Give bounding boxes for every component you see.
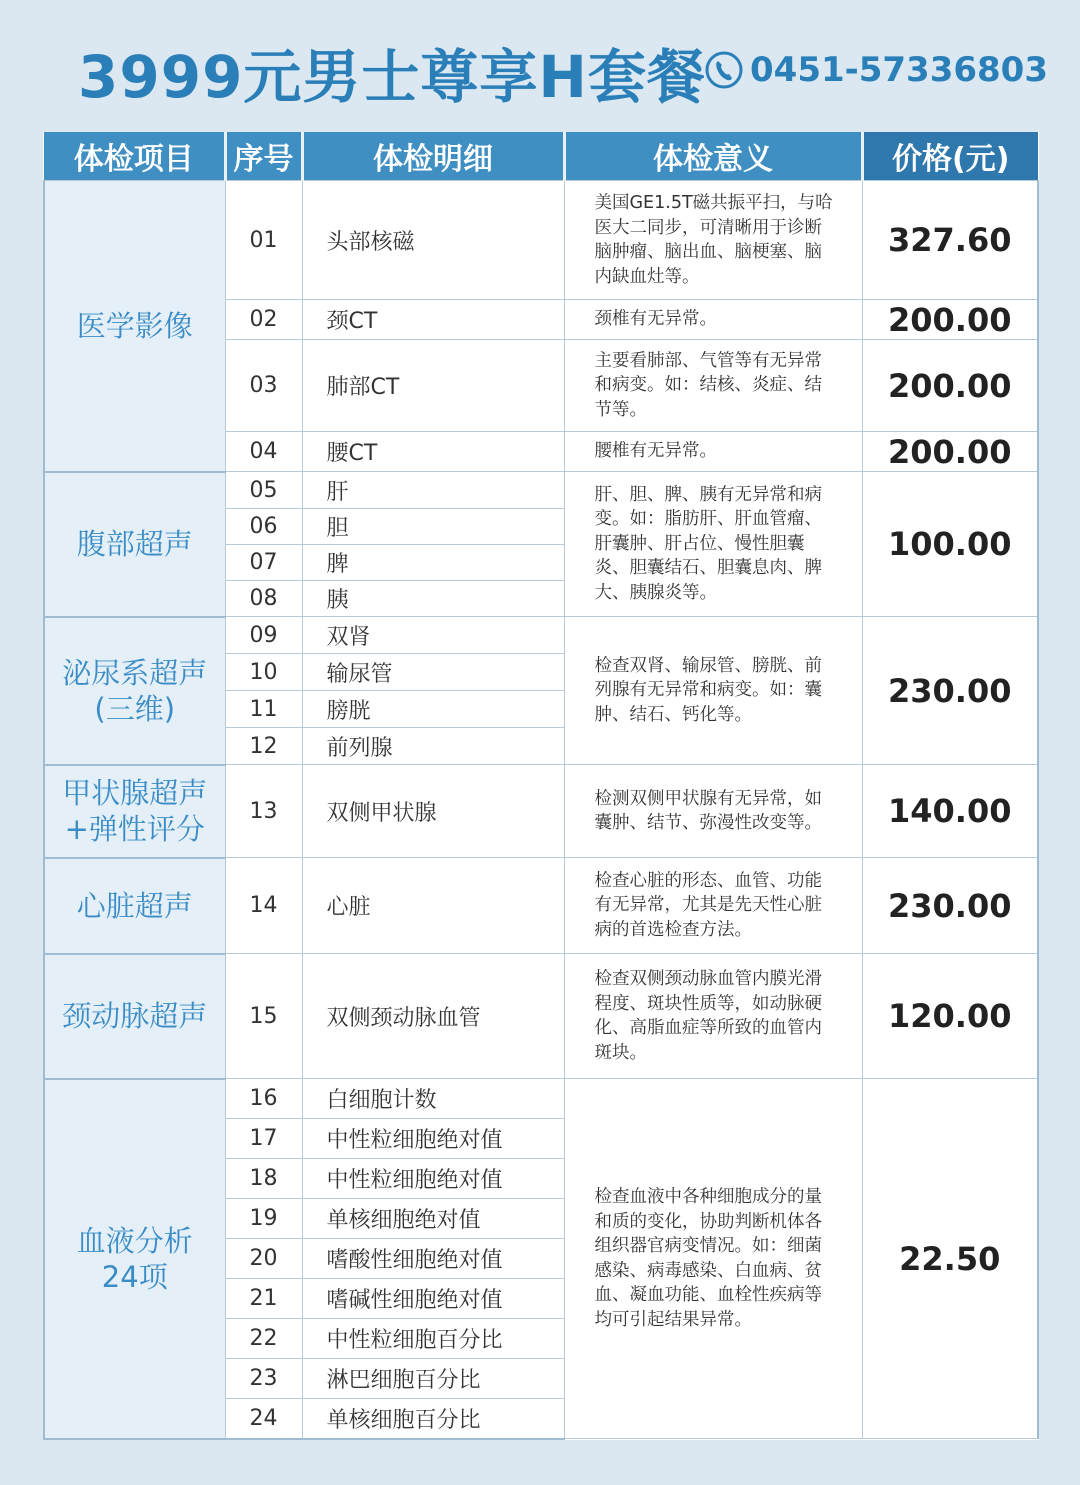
- col-header-no: 序号: [225, 132, 302, 181]
- price-cell: 200.00: [862, 340, 1038, 432]
- category-cell: 心脏超声: [44, 858, 225, 954]
- item-number: 15: [225, 954, 302, 1079]
- col-header-price: 价格(元): [862, 132, 1038, 181]
- category-cell: 颈动脉超声: [44, 954, 225, 1079]
- item-detail: 淋巴细胞百分比: [302, 1359, 564, 1399]
- item-number: 11: [225, 691, 302, 728]
- price-cell: 200.00: [862, 300, 1038, 340]
- table-row: [44, 954, 1038, 1079]
- table-body: [44, 181, 1038, 1439]
- item-number: 12: [225, 728, 302, 765]
- significance-cell: 检查血液中各种细胞成分的量和质的变化，协助判断机体各组织器官病变情况。如：细菌感染、病毒感染、白血病、贫血、凝血功能、血栓性疾病等均可引起结果异常。: [564, 1079, 862, 1439]
- item-detail: 单核细胞百分比: [302, 1399, 564, 1439]
- item-number: 02: [225, 300, 302, 340]
- item-detail: 头部核磁: [302, 181, 564, 300]
- item-number: 22: [225, 1319, 302, 1359]
- item-detail: 膀胱: [302, 691, 564, 728]
- category-cell: 血液分析 24项: [44, 1079, 225, 1439]
- item-number: 20: [225, 1239, 302, 1279]
- phone-text: 0451-57336803: [750, 50, 1048, 90]
- page-title: 3999元男士尊享H套餐: [78, 43, 706, 111]
- price-cell: 327.60: [862, 181, 1038, 300]
- item-detail: 单核细胞绝对值: [302, 1199, 564, 1239]
- table-row: [44, 765, 1038, 858]
- item-number: 16: [225, 1079, 302, 1119]
- significance-cell: 检查双肾、输尿管、膀胱、前列腺有无异常和病变。如：囊肿、结石、钙化等。: [564, 617, 862, 765]
- significance-cell: 检查双侧颈动脉血管内膜光滑程度、斑块性质等，如动脉硬化、高脂血症等所致的血管内斑块。: [564, 954, 862, 1079]
- price-cell: 120.00: [862, 954, 1038, 1079]
- item-detail: 输尿管: [302, 654, 564, 691]
- significance-cell: 美国GE1.5T磁共振平扫，与哈医大二同步，可清晰用于诊断脑肿瘤、脑出血、脑梗塞、脑内缺血灶等。: [564, 181, 862, 300]
- item-detail: 双肾: [302, 617, 564, 654]
- price-cell: 100.00: [862, 472, 1038, 617]
- item-detail: 前列腺: [302, 728, 564, 765]
- item-detail: 胆: [302, 509, 564, 545]
- significance-cell: 肝、胆、脾、胰有无异常和病变。如：脂肪肝、肝血管瘤、肝囊肿、肝占位、慢性胆囊炎、胆囊结石、胆囊息肉、脾大、胰腺炎等。: [564, 472, 862, 617]
- page-header: [0, 0, 1080, 130]
- price-cell: 230.00: [862, 617, 1038, 765]
- significance-cell: 检查心脏的形态、血管、功能有无异常，尤其是先天性心脏病的首选检查方法。: [564, 858, 862, 954]
- table-row: [44, 1079, 1038, 1119]
- price-cell: 22.50: [862, 1079, 1038, 1439]
- item-number: 03: [225, 340, 302, 432]
- significance-cell: 主要看肺部、气管等有无异常和病变。如：结核、炎症、结节等。: [564, 340, 862, 432]
- table-row: [44, 617, 1038, 654]
- item-detail: 中性粒细胞绝对值: [302, 1159, 564, 1199]
- category-cell: 腹部超声: [44, 472, 225, 617]
- item-number: 24: [225, 1399, 302, 1439]
- item-detail: 双侧甲状腺: [302, 765, 564, 858]
- price-cell: 230.00: [862, 858, 1038, 954]
- item-number: 14: [225, 858, 302, 954]
- item-detail: 颈CT: [302, 300, 564, 340]
- item-number: 21: [225, 1279, 302, 1319]
- table-header-row: [44, 132, 1038, 181]
- item-number: 10: [225, 654, 302, 691]
- phone-icon: [704, 50, 744, 90]
- item-detail: 肺部CT: [302, 340, 564, 432]
- col-header-item: 体检项目: [44, 132, 225, 181]
- item-detail: 腰CT: [302, 432, 564, 472]
- table-row: [44, 858, 1038, 954]
- item-number: 23: [225, 1359, 302, 1399]
- price-cell: 140.00: [862, 765, 1038, 858]
- item-number: 18: [225, 1159, 302, 1199]
- item-number: 05: [225, 472, 302, 509]
- item-number: 06: [225, 509, 302, 545]
- table-row: [44, 181, 1038, 300]
- item-number: 19: [225, 1199, 302, 1239]
- phone-number[interactable]: [704, 50, 1048, 90]
- item-number: 09: [225, 617, 302, 654]
- significance-cell: 颈椎有无异常。: [564, 300, 862, 340]
- significance-cell: 检测双侧甲状腺有无异常，如囊肿、结节、弥漫性改变等。: [564, 765, 862, 858]
- item-number: 13: [225, 765, 302, 858]
- significance-cell: 腰椎有无异常。: [564, 432, 862, 472]
- item-detail: 中性粒细胞绝对值: [302, 1119, 564, 1159]
- item-detail: 嗜酸性细胞绝对值: [302, 1239, 564, 1279]
- item-detail: 心脏: [302, 858, 564, 954]
- item-number: 07: [225, 545, 302, 581]
- item-detail: 嗜碱性细胞绝对值: [302, 1279, 564, 1319]
- category-cell: 医学影像: [44, 181, 225, 472]
- item-number: 04: [225, 432, 302, 472]
- item-number: 01: [225, 181, 302, 300]
- exam-package-table: [43, 132, 1039, 1440]
- col-header-significance: 体检意义: [564, 132, 862, 181]
- price-cell: 200.00: [862, 432, 1038, 472]
- item-detail: 肝: [302, 472, 564, 509]
- item-detail: 中性粒细胞百分比: [302, 1319, 564, 1359]
- item-detail: 白细胞计数: [302, 1079, 564, 1119]
- item-number: 08: [225, 581, 302, 617]
- item-detail: 胰: [302, 581, 564, 617]
- table-row: [44, 472, 1038, 509]
- category-cell: 泌尿系超声 (三维): [44, 617, 225, 765]
- col-header-detail: 体检明细: [302, 132, 564, 181]
- item-detail: 脾: [302, 545, 564, 581]
- item-number: 17: [225, 1119, 302, 1159]
- item-detail: 双侧颈动脉血管: [302, 954, 564, 1079]
- category-cell: 甲状腺超声 +弹性评分: [44, 765, 225, 858]
